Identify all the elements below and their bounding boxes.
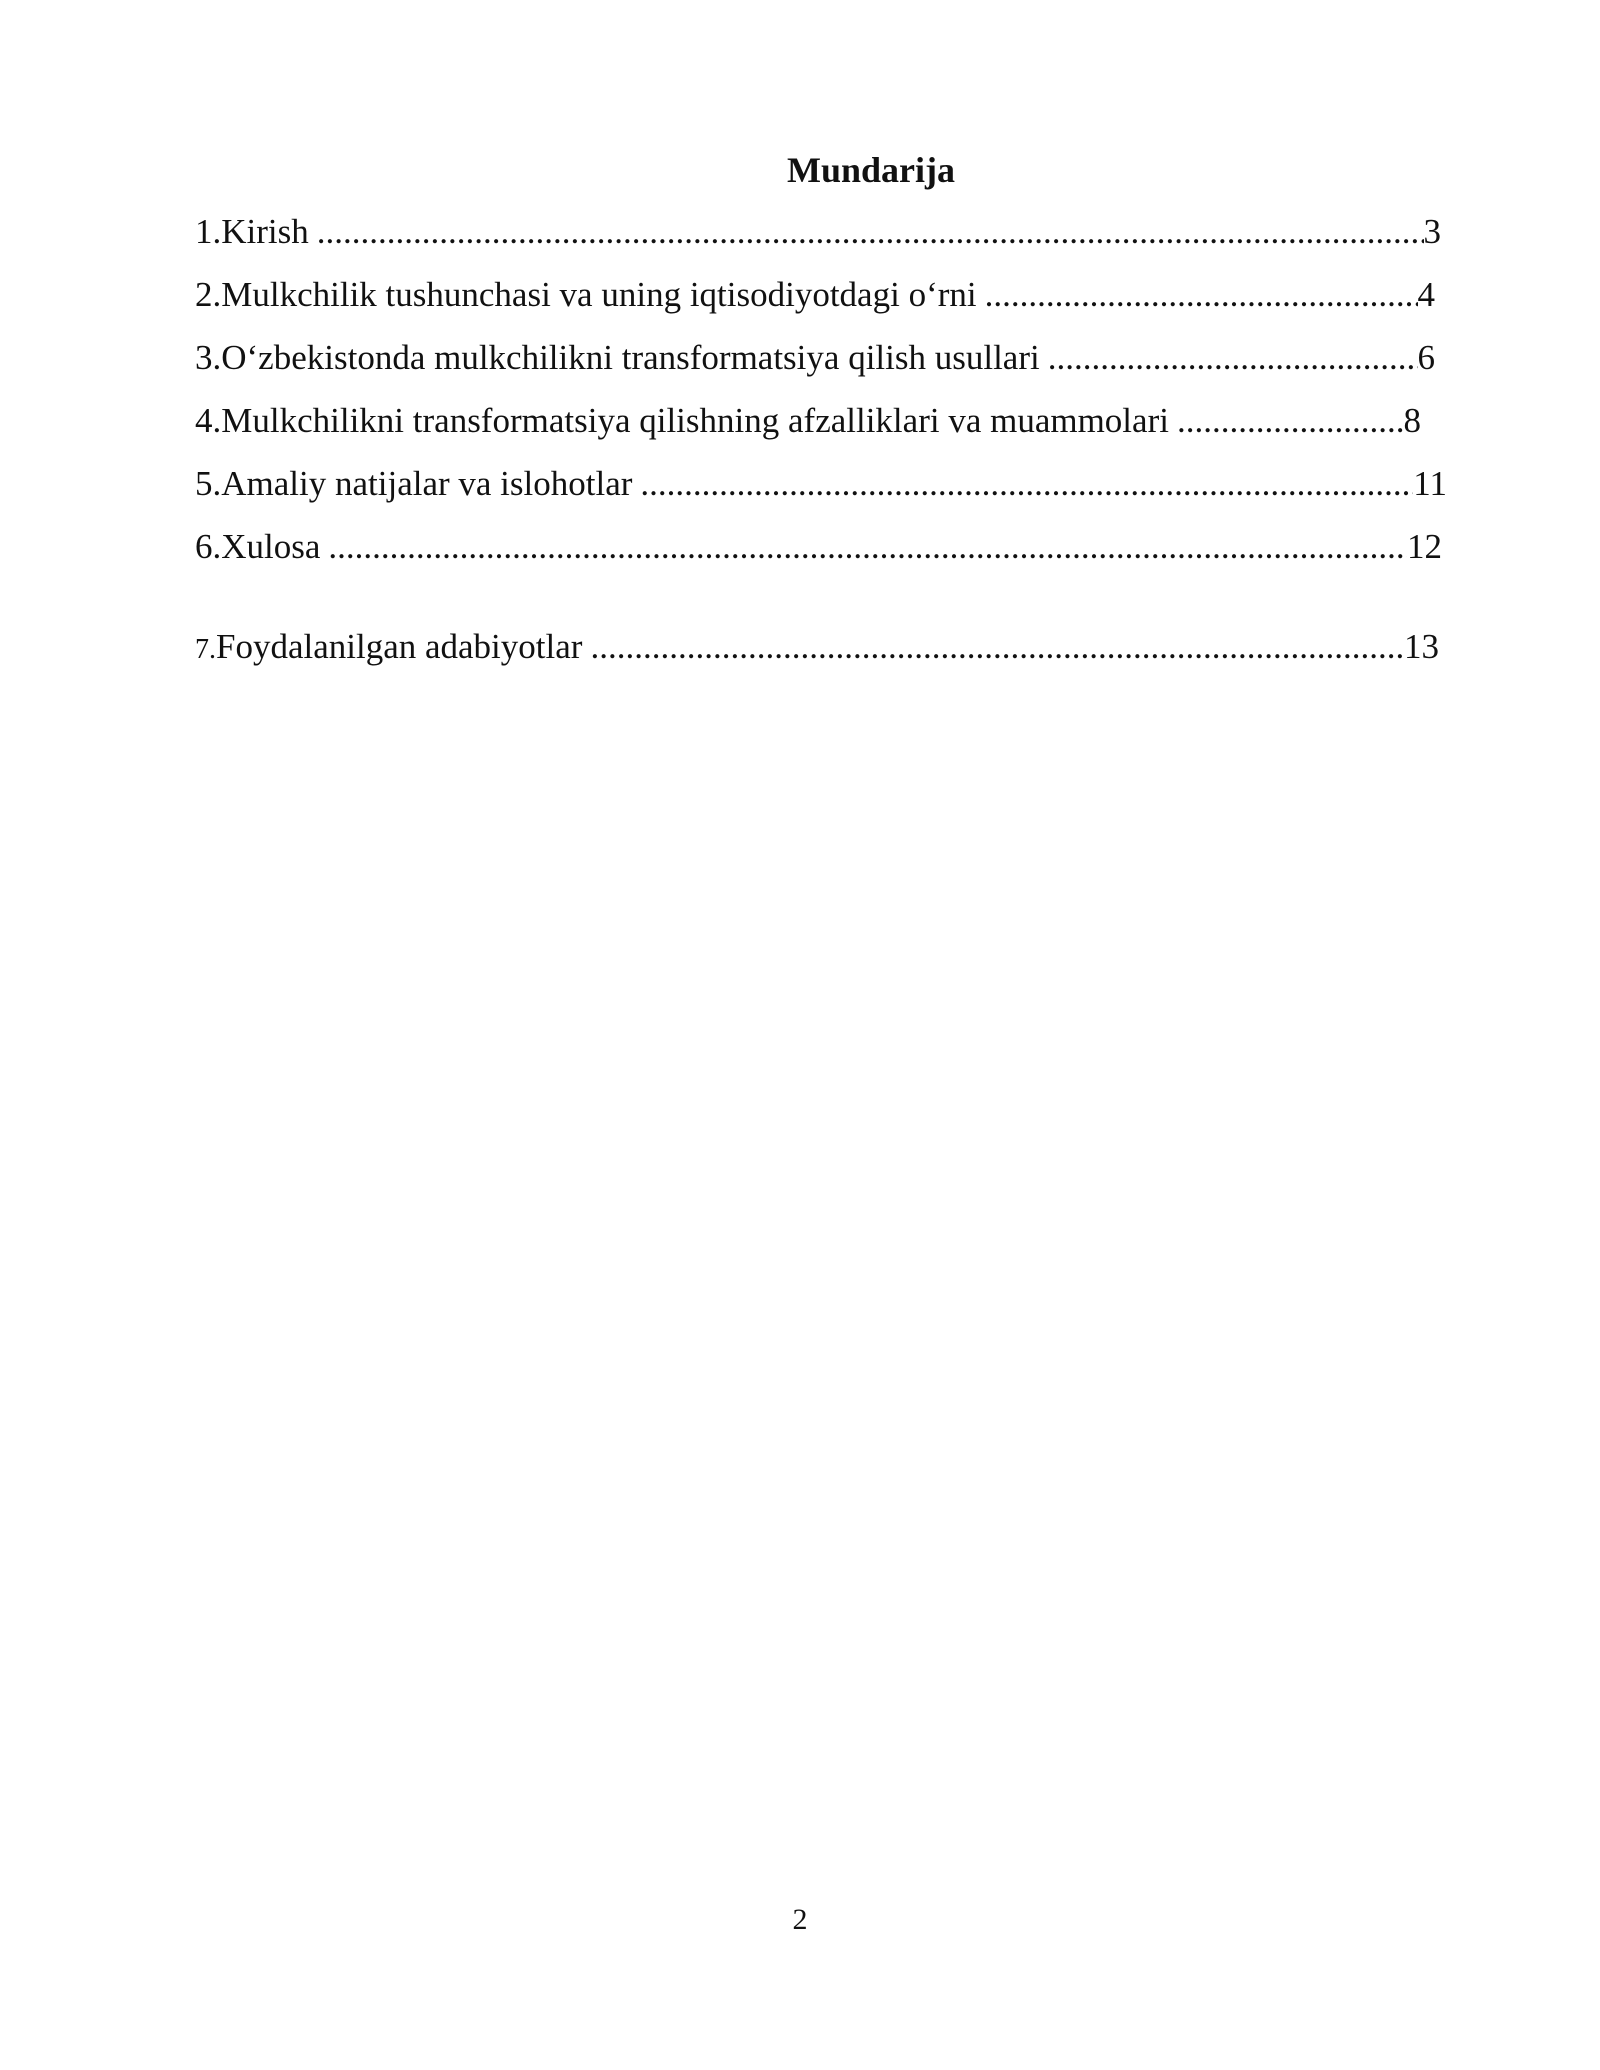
toc-entry-title: Kirish: [221, 212, 309, 251]
toc-entry-7[interactable]: [195, 622, 1439, 672]
toc-entry-5[interactable]: [195, 459, 1447, 509]
toc-entry-page: 6: [1417, 338, 1435, 377]
toc-leader-dots: [582, 622, 1404, 672]
toc-entry-number: 2.: [195, 275, 222, 314]
toc-entry-title: Xulosa: [221, 527, 321, 566]
toc-leader-dots: [977, 270, 1418, 320]
toc-entry-title: O‘zbekistonda mulkchilikni transformatsiya qilish usullari: [221, 338, 1040, 377]
toc-leader-dots: [1040, 333, 1418, 383]
toc-entry-title: Amaliy natijalar va islohotlar: [221, 464, 633, 503]
toc-entry-page: 8: [1403, 401, 1421, 440]
toc-entry-page: 11: [1413, 464, 1447, 503]
toc-entry-title: Mulkchilik tushunchasi va uning iqtisodiyotdagi o‘rni: [221, 275, 977, 314]
toc-leader-dots: [309, 207, 1424, 257]
toc-title: Mundarija: [786, 150, 955, 190]
toc-entry-number: 4.: [195, 401, 222, 440]
toc-entry-3[interactable]: [195, 333, 1435, 383]
toc-entry-number: 7.: [195, 634, 216, 665]
toc-entry-page: 4: [1417, 275, 1435, 314]
toc-entry-number: 1.: [195, 212, 222, 251]
toc-entry-title: Mulkchilikni transformatsiya qilishning afzalliklari va muammolari: [221, 401, 1169, 440]
toc-leader-dots: [320, 522, 1407, 572]
toc-entry-number: 3.: [195, 338, 222, 377]
toc-leader-dots: [632, 459, 1413, 509]
toc-entry-1[interactable]: [195, 207, 1441, 257]
toc-entry-page: 3: [1423, 212, 1441, 251]
page-number: 2: [792, 1903, 808, 1936]
toc-entry-page: 13: [1404, 627, 1439, 666]
toc-entry-4[interactable]: [195, 396, 1421, 446]
toc-entry-title: Foydalanilgan adabiyotlar: [216, 627, 583, 666]
toc-entry-page: 12: [1407, 527, 1442, 566]
toc-entry-2[interactable]: [195, 270, 1435, 320]
toc-entry-number: 5.: [195, 464, 222, 503]
toc-entry-6[interactable]: [195, 522, 1442, 572]
toc-entry-number: 6.: [195, 527, 222, 566]
toc-leader-dots: [1169, 396, 1404, 446]
